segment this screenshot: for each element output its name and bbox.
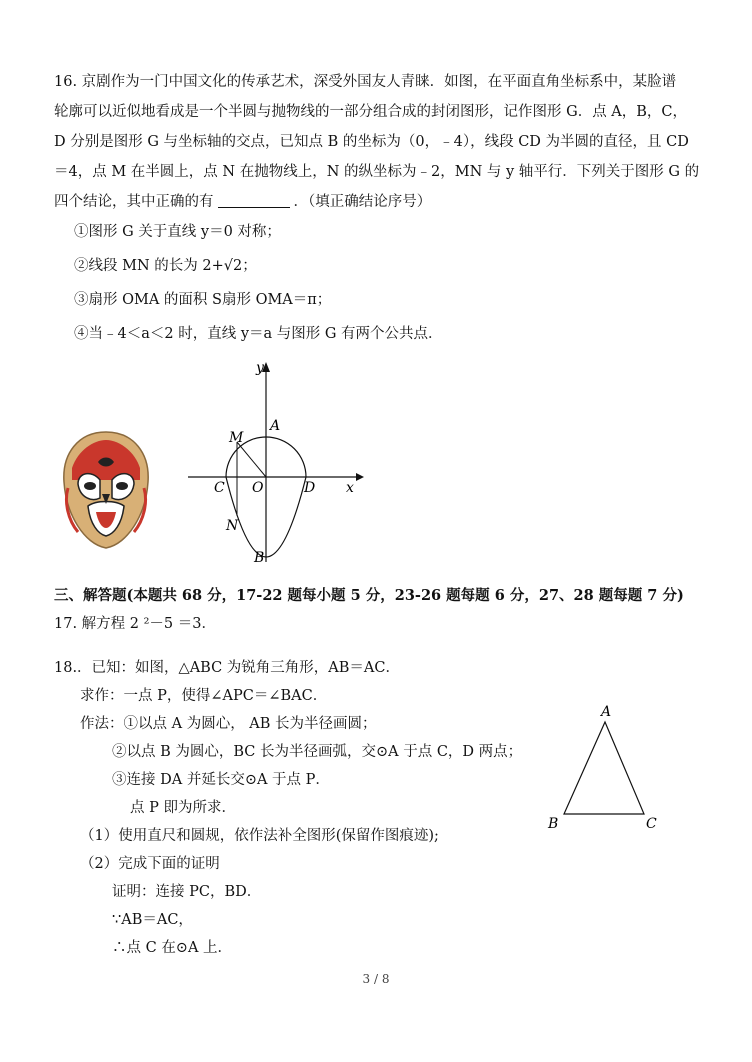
q16-line-3: D 分别是图形 G 与坐标轴的交点，已知点 B 的坐标为（0，﹣4），线段 CD 为半圆的直径，且 CD xyxy=(54,134,689,150)
q16-conclusion-2: ②线段 MN 的长为 2+√2； xyxy=(74,258,257,274)
q16-conclusion-4: ④当﹣4＜a＜2 时，直线 y＝a 与图形 G 有两个公共点． xyxy=(74,326,443,342)
q18-line-2: 求作：一点 P，使得∠APC＝∠BAC． xyxy=(80,688,328,704)
q18-line-4: ②以点 B 为圆心，BC 长为半径画弧，交⊙A 于点 C，D 两点； xyxy=(112,744,523,760)
triangle-figure xyxy=(540,702,670,832)
answer-blank xyxy=(218,193,290,208)
page-number: 3 / 8 xyxy=(362,972,390,986)
opera-mask-image xyxy=(58,428,154,552)
q18-line-1: 18.．已知：如图，△ABC 为锐角三角形，AB＝AC． xyxy=(54,660,401,676)
q16-line-1: 16. 京剧作为一门中国文化的传承艺术，深受外国友人青睐．如图，在平面直角坐标系中，某脸谱 xyxy=(54,74,677,90)
q18-line-8: （2）完成下面的证明 xyxy=(80,856,220,872)
label-m: M xyxy=(229,430,244,446)
triangle-label-a: A xyxy=(601,704,612,720)
q16-line-5a: 四个结论，其中正确的有 xyxy=(54,194,214,210)
q16-conclusion-1: ①图形 G 关于直线 y＝0 对称； xyxy=(74,224,281,240)
q18-line-10: ∵AB＝AC， xyxy=(112,912,193,928)
label-a: A xyxy=(270,418,281,434)
q18-line-6: 点 P 即为所求． xyxy=(130,800,236,816)
label-b: B xyxy=(254,550,265,566)
triangle-abc xyxy=(564,722,644,814)
label-x: x xyxy=(346,480,354,496)
label-c: C xyxy=(214,480,225,496)
coordinate-graph xyxy=(180,358,370,568)
q17: 17. 解方程 2 ²－5 ＝3． xyxy=(54,616,216,632)
x-axis-arrow xyxy=(356,473,364,481)
label-o: O xyxy=(252,480,264,496)
triangle-label-c: C xyxy=(646,816,657,832)
q16-conclusion-3: ③扇形 OMA 的面积 S扇形 OMA＝π； xyxy=(74,292,332,308)
q18-line-5: ③连接 DA 并延长交⊙A 于点 P． xyxy=(112,772,330,788)
q18-line-7: （1）使用直尺和圆规，依作法补全图形(保留作图痕迹); xyxy=(80,828,439,844)
q16-line-2: 轮廓可以近似地看成是一个半圆与抛物线的一部分组合成的封闭图形，记作图形 G．点 A，B，C， xyxy=(54,104,688,120)
q16-line-5 xyxy=(54,192,431,212)
q16-line-5b: ．（填正确结论序号） xyxy=(293,194,432,210)
q18-line-9: 证明：连接 PC，BD． xyxy=(112,884,262,900)
q18-line-3: 作法：①以点 A 为圆心， AB 长为半径画圆； xyxy=(80,716,377,732)
label-y: y xyxy=(256,360,264,376)
label-d: D xyxy=(304,480,316,496)
label-n: N xyxy=(226,518,239,534)
section-3-heading: 三、解答题(本题共 68 分，17-22 题每小题 5 分，23-26 题每题 6 分，27、28 题每题 7 分) xyxy=(54,587,684,604)
q18-line-11: ∴点 C 在⊙A 上． xyxy=(112,940,233,956)
triangle-label-b: B xyxy=(548,816,559,832)
q16-line-4: ＝4，点 M 在半圆上，点 N 在抛物线上，N 的纵坐标为﹣2，MN 与 y 轴平行．下列关于图形 G 的 xyxy=(54,164,700,180)
segment-om xyxy=(237,442,266,477)
